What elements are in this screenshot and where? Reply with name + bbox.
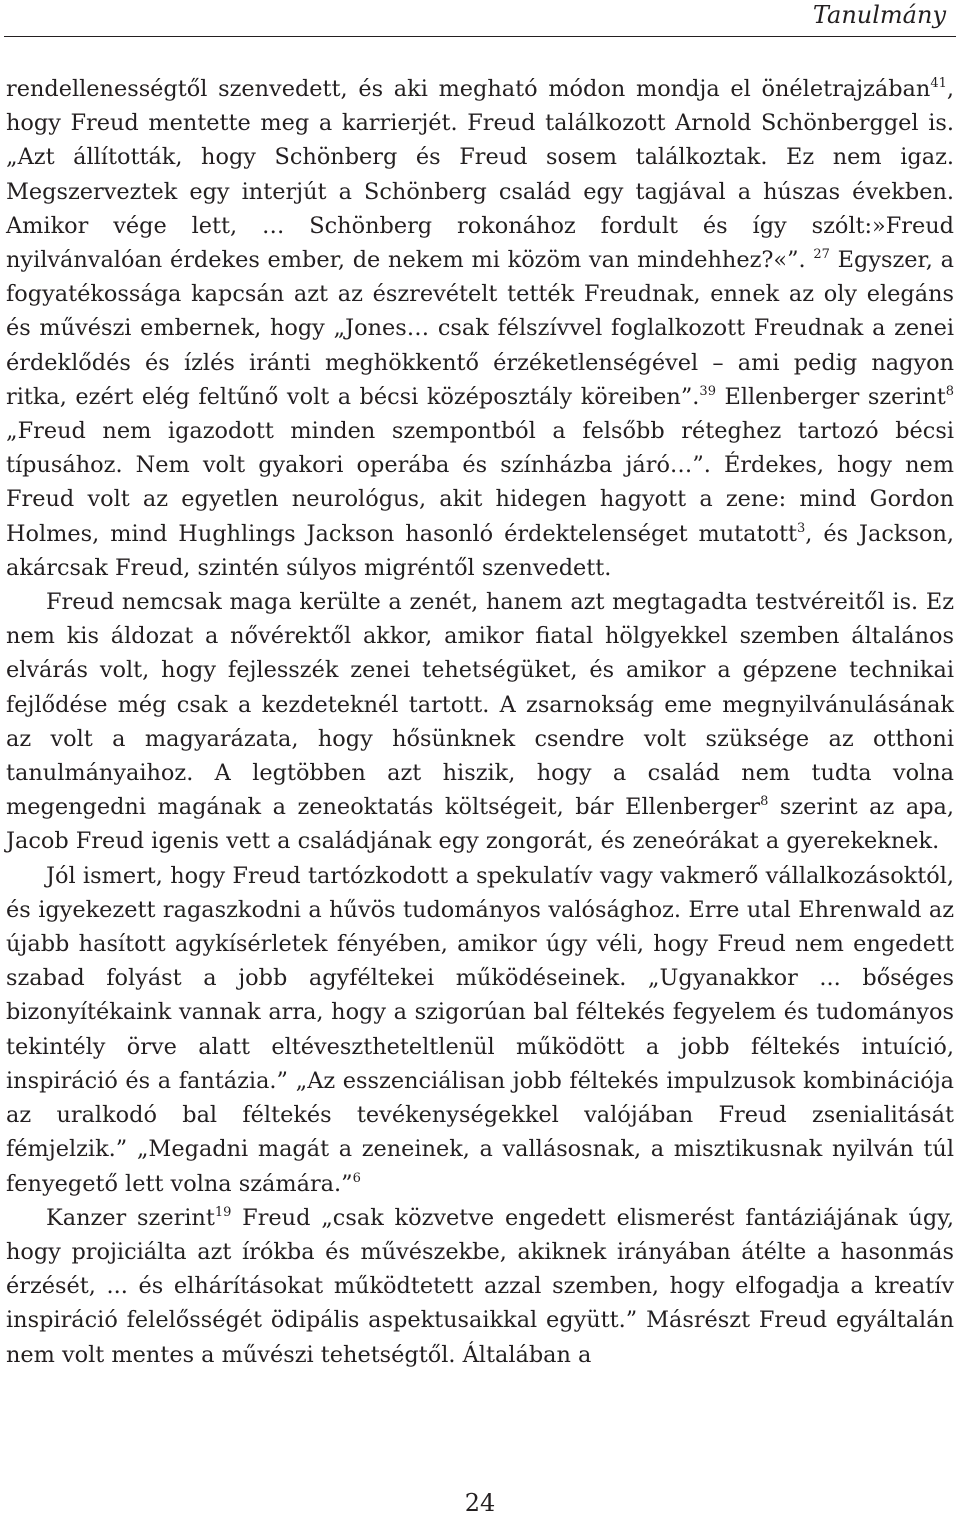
text-run: , és Jackson, akárcsak Freud, szintén súlyos migréntől szenvedett. <box>6 520 954 581</box>
text-run: Ellenberger szerint <box>715 383 946 410</box>
header-rule <box>4 36 956 37</box>
text-run: „Freud nem igazodott minden szempontból a felsőbb réteghez tartozó bécsi típusához. Nem volt gyakori operába és színházba járó…”. Érdekes, hogy nem Freud volt az egyetlen neurológus, akit hidegen hagyott a zene: mind Gordon Holmes, mind Hughlings Jackson hasonló érdektelenséget mutatott <box>6 418 954 547</box>
text-run: Freud „csak közvetve engedett elismerést fantáziájának úgy, hogy projiciálta azt írókba és művészekbe, akiknek irányában átélte a hasonmás érzését, ... és elhárításokat működtetett azzal szemben, hogy elfogadja a kreatív inspiráció felelősségét ödipális aspektusaikkal együtt.” Másrészt Freud egyáltalán nem volt mentes a művészi tehetségtől. Általában a <box>6 1204 955 1368</box>
footnote-reference: 8 <box>945 383 954 399</box>
footnote-reference: 6 <box>352 1170 361 1186</box>
text-run: Freud nemcsak maga kerülte a zenét, hanem azt megtagadta testvéreitől is. Ez nem kis áldozat a nővérektől akkor, amikor fiatal hölgyekkel szemben általános elvárás volt, hogy fejlesszék zenei tehetségüket, és amikor a gépzene technikai fejlődése még csak a kezdeteknél tartott. A zsarnokság eme megnyilvánulásának az volt a magyarázata, hogy hősünknek csendre volt szüksége az otthoni tanulmányaihoz. A legtöbben azt hiszik, hogy a család nem tudta volna megengedni magának a zeneoktatás költségeit, bár Ellenberger <box>6 589 954 821</box>
article-body <box>6 72 954 1372</box>
running-header: Tanulmány <box>812 1 946 29</box>
paragraph <box>6 585 954 859</box>
text-run: szerint az apa, Jacob Freud igenis vett a családjának egy zongorát, és zeneórákat a gyerekeknek. <box>6 794 954 855</box>
paragraph <box>6 1201 954 1372</box>
paragraph <box>6 72 954 585</box>
footnote-reference: 27 <box>813 247 830 263</box>
footnote-reference: 41 <box>930 76 947 91</box>
footnote-reference: 19 <box>214 1204 232 1220</box>
text-run: Egyszer, a fogyatékossága kapcsán azt az észrevételt tették Freudnak, ennek az oly elegáns és művészi embernek, hogy „Jones… csak félszívvel foglalkozott Freudnak a zenei érdeklődés és ízlés iránti meghökkentő érzéketlenségével – ami pedig nagyon ritka, ezért elég feltűnő volt a bécsi középosztály köreiben”. <box>6 247 954 410</box>
text-run: Jól ismert, hogy Freud tartózkodott a spekulatív vagy vakmerő vállalkozásoktól, és igyekezett ragaszkodni a hűvös tudományos valósághoz. Erre utal Ehrenwald az újabb hasított agykísérletek fényében, amikor úgy véli, hogy Freud nem engedett szabad folyást a jobb agyféltekei működéseinek. „Ugyanakkor ... bőséges bizonyítékaink vannak arra, hogy a szigorúan bal féltekés fegyelem és tudományos tekintély örve alatt eltévesztheteltlenül működött a jobb féltekés intuíció, inspiráció és a fantázia.” „Az esszenciálisan jobb féltekés impulzusok kombinációja az uralkodó bal féltekés tevékenységekkel valójában Freud zsenialitását fémjelzik.” „Megadni magát a zeneinek, a vallásosnak, a misztikusnak nyilván túl fenyegető lett volna számára.” <box>6 862 954 1197</box>
paragraph <box>6 859 954 1201</box>
footnote-reference: 8 <box>760 794 769 810</box>
page-number: 24 <box>464 1489 496 1517</box>
footnote-reference: 39 <box>699 383 716 399</box>
text-run: Kanzer szerint <box>46 1204 215 1231</box>
text-run: rendellenességtől szenvedett, és aki megható módon mondja el önéletrajzában <box>6 76 931 102</box>
footnote-reference: 3 <box>797 520 806 536</box>
text-run: , hogy Freud mentette meg a karrierjét. Freud találkozott Arnold Schönberggel is. „Azt állították, hogy Schönberg és Freud sosem találkoztak. Ez nem igaz. Megszerveztek egy interjút a Schönberg család egy tagjával a húszas években. Amikor vége lett, … Schönberg rokonához fordult és így szólt:»Freud nyilvánvalóan érdekes ember, de nekem mi közöm van mindehhez?«”. <box>6 76 954 274</box>
